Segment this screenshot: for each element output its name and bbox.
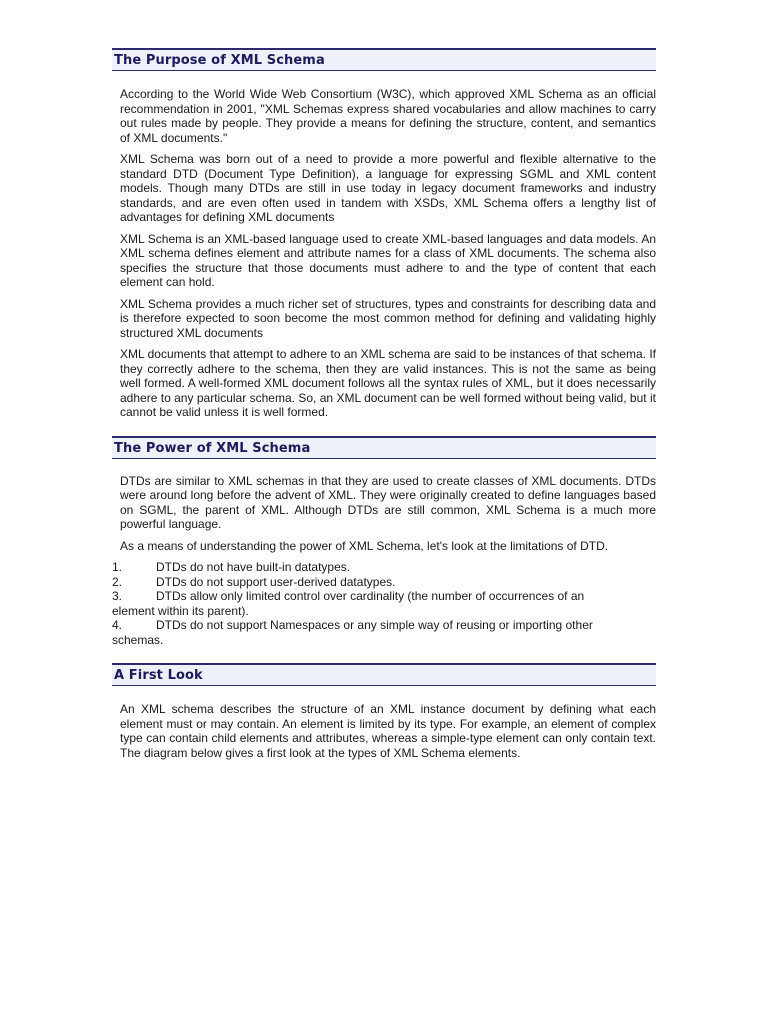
paragraph: An XML schema describes the structure of an XML instance document by defining what each element must or may contain. An element is limited by its type. For example, an element of complex type can contain child elements and attributes, whereas a simple-type element can only contain text. The diagram below gives a first look at the types of XML Schema elements. xyxy=(120,702,656,760)
list-item-number: 1. xyxy=(112,560,123,574)
section-heading-first-look: A First Look xyxy=(112,663,656,686)
paragraph: XML Schema provides a much richer set of structures, types and constraints for describing data and is therefore expected to soon become the most common method for defining and validating highly structured XML documents xyxy=(120,296,656,340)
list-item-text: DTDs do not support Namespaces or any simple way of reusing or importing other schemas. xyxy=(112,618,593,647)
list-item-number: 2. xyxy=(112,574,123,589)
paragraph: XML documents that attempt to adhere to an XML schema are said to be instances of that schema. If they correctly adhere to the schema, then they are valid instances. This is not the same as being well formed. A well-formed XML document follows all the syntax rules of XML, but it does necessarily adhere to any particular schema. So, an XML document can be well formed without being valid, but it cannot be valid unless it is well formed. xyxy=(120,347,656,419)
paragraph: DTDs are similar to XML schemas in that they are used to create classes of XML documents. DTDs were around long before the advent of XML. They were originally created to define languages based on SGML, the parent of XML. Although DTDs are still common, XML Schema is a much more powerful language. xyxy=(120,473,656,531)
list-item-text: DTDs do not have built-in datatypes. xyxy=(156,560,351,574)
section-body-first-look xyxy=(112,702,656,760)
section-heading-power: The Power of XML Schema xyxy=(112,436,656,459)
dtd-limitations-list xyxy=(112,560,612,647)
list-item-text: DTDs do not support user-derived datatypes. xyxy=(156,574,396,589)
list-item-number: 3. xyxy=(112,589,123,603)
list-item xyxy=(112,560,612,575)
section-body-purpose xyxy=(112,87,656,420)
list-item-number: 4. xyxy=(112,618,123,632)
list-item xyxy=(112,618,612,647)
list-item xyxy=(112,575,612,590)
paragraph: According to the World Wide Web Consortium (W3C), which approved XML Schema as an official recommendation in 2001, "XML Schemas express shared vocabularies and allow machines to carry out rules made by people. They provide a means for defining the structure, content, and semantics of XML documents." xyxy=(120,87,656,145)
section-heading-purpose: The Purpose of XML Schema xyxy=(112,48,656,71)
paragraph: XML Schema is an XML-based language used to create XML-based languages and data models. An XML schema defines element and attribute names for a class of XML documents. The schema also specifies the structure that those documents must adhere to and the type of content that each element can hold. xyxy=(120,231,656,289)
paragraph: As a means of understanding the power of XML Schema, let's look at the limitations of DTD. xyxy=(120,538,609,553)
paragraph: XML Schema was born out of a need to provide a more powerful and flexible alternative to the standard DTD (Document Type Definition), a language for expressing SGML and XML content models. Though many DTDs are still in use today in legacy document frameworks and industry standards, and are even often used in tandem with XSDs, XML Schema offers a lengthy list of advantages for defining XML documents xyxy=(120,152,656,224)
document-page xyxy=(112,48,656,760)
section-body-power xyxy=(112,474,656,554)
list-item xyxy=(112,589,612,618)
list-item-text: DTDs allow only limited control over cardinality (the number of occurrences of an element within its parent). xyxy=(112,589,585,618)
